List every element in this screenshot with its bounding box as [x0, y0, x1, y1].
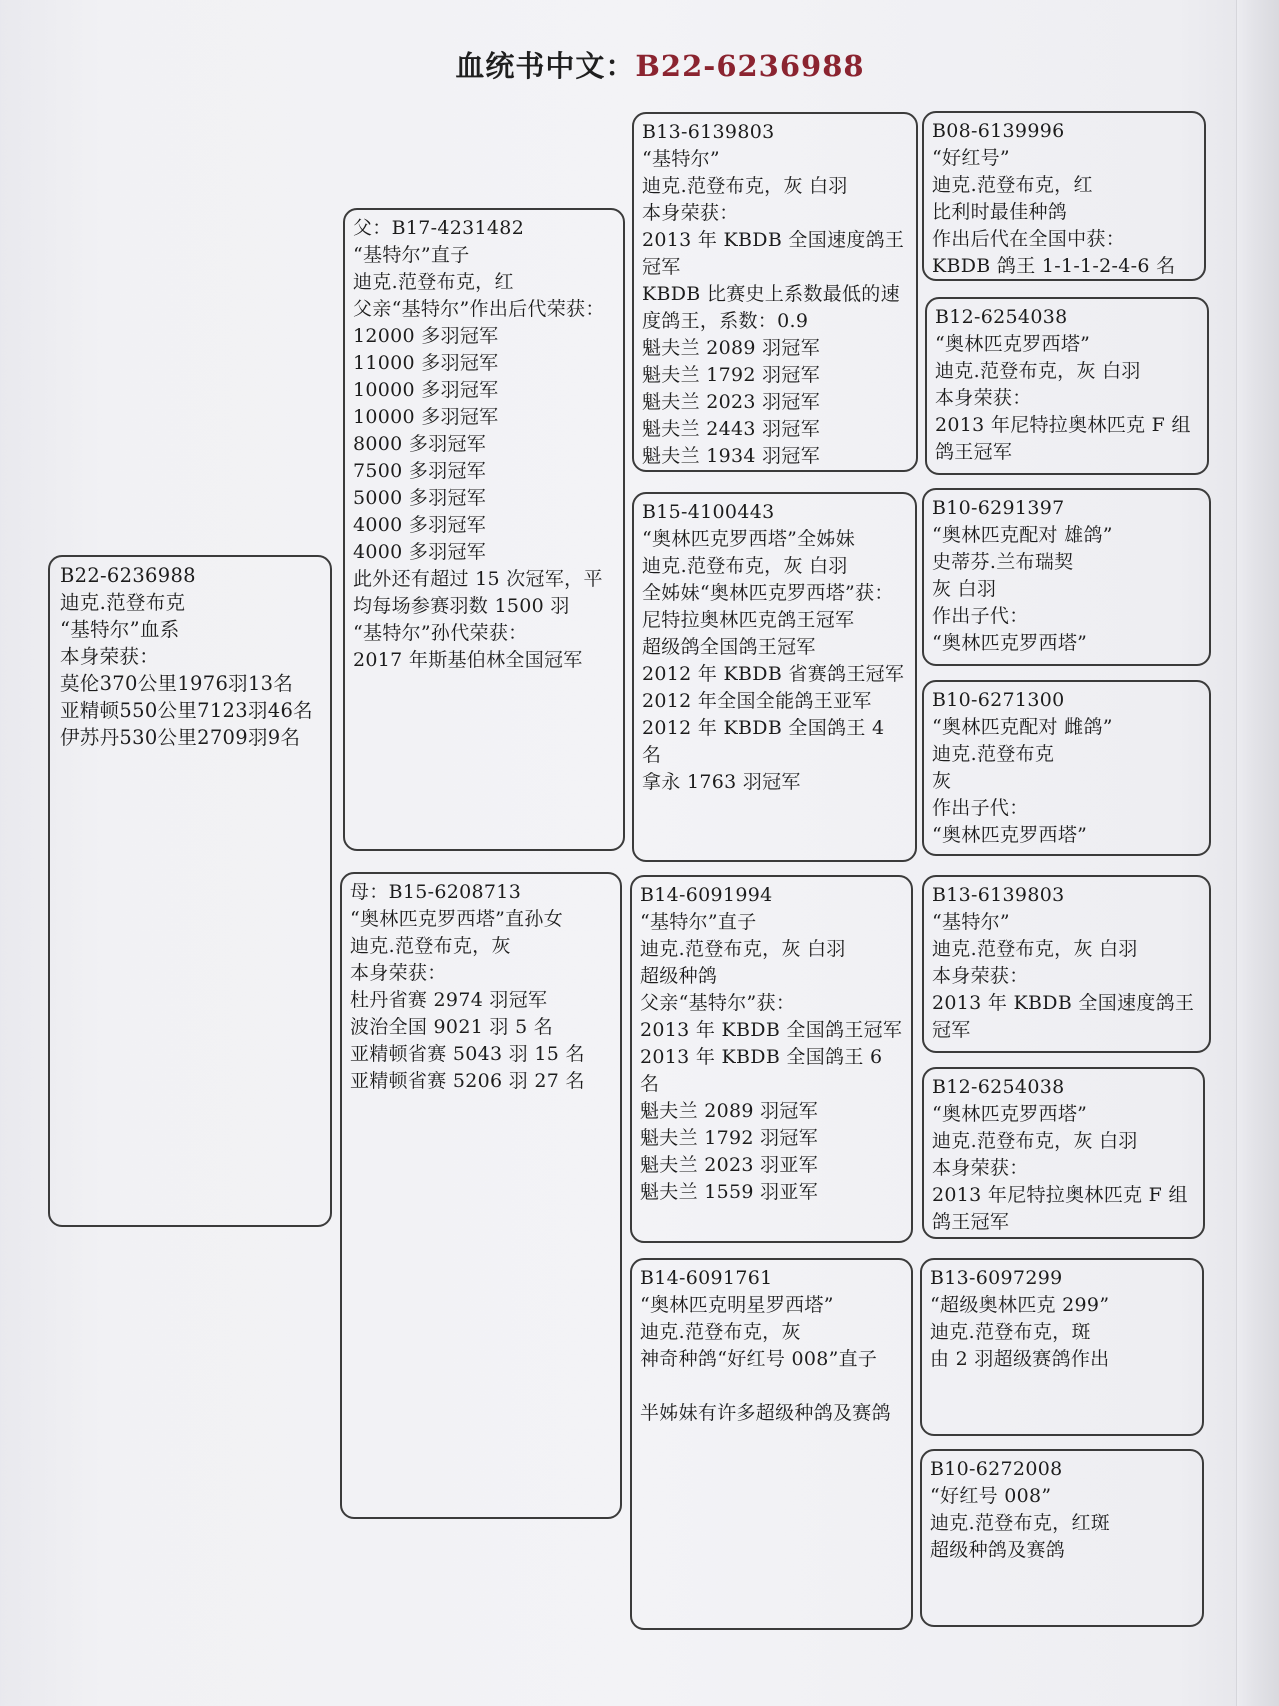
card-line: 由 2 羽超级赛鸽作出: [930, 1348, 1110, 1370]
sire-dam-dam-card: [922, 680, 1211, 856]
card-line: KBDB 比赛史上系数最低的速度鸽王，系数：0.9: [642, 283, 900, 332]
sire-sire-card: [632, 112, 918, 472]
card-line: 迪克.范登布克，灰 白羽: [640, 938, 846, 960]
sheet-edge: [1236, 0, 1279, 1706]
card-line: 2017 年斯基伯林全国冠军: [353, 649, 583, 671]
card-line: “奥林匹克明星罗西塔”: [640, 1294, 834, 1316]
card-line: 7500 多羽冠军: [353, 460, 487, 482]
card-line: 魁夫兰 2089 羽冠军: [642, 337, 821, 359]
card-line: 波治全国 9021 羽 5 名: [350, 1016, 554, 1038]
ring-number: B10-6271300: [932, 689, 1065, 711]
card-line: 本身荣获：: [350, 962, 447, 984]
card-line: 10000 多羽冠军: [353, 379, 499, 401]
card-line: 魁夫兰 2089 羽冠军: [640, 1100, 819, 1122]
card-line: 拿永 1763 羽冠军: [642, 771, 801, 793]
page-title: [0, 44, 1279, 85]
card-line: 父亲“基特尔”获：: [640, 992, 796, 1014]
ring-number: B12-6254038: [935, 306, 1068, 328]
card-line: “奥林匹克配对 雄鸽”: [932, 524, 1113, 546]
dam-sire-card: [630, 875, 913, 1243]
card-line: 本身荣获：: [935, 387, 1032, 409]
sire-sire-dam-card: [925, 297, 1209, 475]
card-line: 神奇种鸽“好红号 008”直子: [640, 1348, 878, 1370]
card-line: 亚精顿省赛 5043 羽 15 名: [350, 1043, 585, 1065]
title-label: 血统书中文：: [455, 49, 636, 83]
ring-number: B10-6272008: [930, 1458, 1063, 1480]
ring-number: B10-6291397: [932, 497, 1065, 519]
card-line: 半姊妹有许多超级种鸽及赛鸽: [640, 1402, 891, 1424]
card-line: 2013 年 KBDB 全国鸽王 6 名: [640, 1046, 889, 1095]
ring-number: B08-6139996: [932, 120, 1065, 142]
card-line: 超级鸽全国鸽王冠军: [642, 636, 816, 658]
card-line: 2013 年尼特拉奥林匹克 F 组鸽王冠军: [935, 414, 1191, 463]
card-line: “奥林匹克罗西塔”: [932, 1103, 1088, 1125]
card-line: 迪克.范登布克，灰 白羽: [932, 1130, 1138, 1152]
ring-number: B14-6091761: [640, 1267, 773, 1289]
subject-pigeon-card: [48, 555, 332, 1227]
card-line: 魁夫兰 1559 羽亚军: [640, 1181, 819, 1203]
card-line: “奥林匹克罗西塔”: [935, 333, 1091, 355]
card-line: “奥林匹克罗西塔”: [932, 632, 1088, 654]
ring-number: B13-6139803: [642, 121, 775, 143]
card-line: 本身荣获：: [932, 965, 1029, 987]
card-line: 迪克.范登布克，灰 白羽: [642, 175, 848, 197]
card-line: “基特尔”直子: [640, 911, 757, 933]
card-line: 迪克.范登布克，灰 白羽: [642, 555, 848, 577]
card-line: 2013 年 KBDB 全国速度鸽王冠军: [642, 229, 905, 278]
ring-number: B13-6139803: [932, 884, 1065, 906]
card-line: 迪克.范登布克: [932, 743, 1055, 765]
dam-sire-sire-card: [922, 875, 1211, 1053]
dam-dam-dam-card: [920, 1449, 1204, 1627]
sire-sire-sire-card: [922, 111, 1206, 281]
card-line: 2013 年 KBDB 全国鸽王冠军: [640, 1019, 903, 1041]
ring-number: B12-6254038: [932, 1076, 1065, 1098]
card-line: 此外还有超过 15 次冠军，平均每场参赛羽数 1500 羽: [353, 568, 603, 617]
card-line: 5000 多羽冠军: [353, 487, 487, 509]
ring-number: 父：B17-4231482: [353, 217, 525, 239]
card-line: 迪克.范登布克，灰: [350, 935, 511, 957]
card-line: 2012 年 KBDB 省赛鸽王冠军: [642, 663, 905, 685]
card-line: 作出子代：: [932, 605, 1029, 627]
card-line: 魁夫兰 1792 羽冠军: [640, 1127, 819, 1149]
card-line: 迪克.范登布克，红: [932, 174, 1093, 196]
dam-dam-card: [630, 1258, 913, 1630]
dam-dam-sire-card: [920, 1258, 1204, 1436]
card-line: 迪克.范登布克，灰 白羽: [935, 360, 1141, 382]
card-line: 2013 年 KBDB 全国速度鸽王冠军: [932, 992, 1195, 1041]
card-line: 亚精顿省赛 5206 羽 27 名: [350, 1070, 585, 1092]
card-line: 尼特拉奥林匹克鸽王冠军: [642, 609, 855, 631]
card-line: 迪克.范登布克，灰: [640, 1321, 801, 1343]
card-line: “好红号”: [932, 147, 1010, 169]
card-line: “奥林匹克罗西塔”全姊妹: [642, 528, 856, 550]
card-line: 史蒂芬.兰布瑞契: [932, 551, 1074, 573]
card-line: 魁夫兰 2023 羽亚军: [640, 1154, 819, 1176]
dam-card: [340, 872, 622, 1519]
sire-dam-card: [632, 492, 917, 862]
card-line: 灰 白羽: [932, 578, 997, 600]
card-line: “奥林匹克配对 雌鸽”: [932, 716, 1113, 738]
card-line: 迪克.范登布克，红: [353, 271, 514, 293]
ring-number: B22-6236988: [60, 564, 196, 587]
card-line: 莫伦370公里1976羽13名: [60, 672, 294, 695]
card-line: “奥林匹克罗西塔”: [932, 824, 1088, 846]
card-line: 8000 多羽冠军: [353, 433, 487, 455]
card-line: 本身荣获：: [642, 202, 739, 224]
title-ring-number: B22-6236988: [635, 49, 865, 83]
card-line: 4000 多羽冠军: [353, 541, 487, 563]
card-line: 10000 多羽冠军: [353, 406, 499, 428]
card-line: 本身荣获：: [60, 645, 160, 668]
card-line: “基特尔”直子: [353, 244, 470, 266]
card-line: 全姊妹“奥林匹克罗西塔”获：: [642, 582, 894, 604]
card-line: 本身荣获：: [932, 1157, 1029, 1179]
card-line: 12000 多羽冠军: [353, 325, 499, 347]
card-line: 作出后代在全国中获：: [932, 228, 1126, 250]
card-line: 2012 年 KBDB 全国鸽王 4 名: [642, 717, 891, 766]
sire-card: [343, 208, 625, 851]
card-line: “好红号 008”: [930, 1485, 1052, 1507]
card-line: KBDB 鸽王 1-1-1-2-4-6 名: [932, 255, 1176, 277]
card-line: 灰: [932, 770, 952, 792]
card-line: 2012 年全国全能鸽王亚军: [642, 690, 872, 712]
card-line: “基特尔”血系: [60, 618, 180, 641]
card-line: 父亲“基特尔”作出后代荣获：: [353, 298, 605, 320]
sire-dam-sire-card: [922, 488, 1211, 666]
card-line: “超级奥林匹克 299”: [930, 1294, 1110, 1316]
card-line: [640, 1373, 905, 1400]
card-line: 11000 多羽冠军: [353, 352, 499, 374]
card-line: 迪克.范登布克，斑: [930, 1321, 1091, 1343]
card-line: 迪克.范登布克: [60, 591, 186, 614]
ring-number: 母：B15-6208713: [350, 881, 522, 903]
card-line: “基特尔”孙代荣获：: [353, 622, 528, 644]
card-line: 4000 多羽冠军: [353, 514, 487, 536]
card-line: 杜丹省赛 2974 羽冠军: [350, 989, 548, 1011]
card-line: 亚精顿550公里7123羽46名: [60, 699, 313, 722]
card-line: 魁夫兰 1934 羽冠军: [642, 445, 821, 467]
dam-sire-dam-card: [922, 1067, 1205, 1239]
card-line: 魁夫兰 1792 羽冠军: [642, 364, 821, 386]
card-line: 迪克.范登布克，红斑: [930, 1512, 1111, 1534]
card-line: 伊苏丹530公里2709羽9名: [60, 726, 301, 749]
ring-number: B14-6091994: [640, 884, 773, 906]
card-line: “基特尔”: [642, 148, 720, 170]
card-line: 比利时最佳种鸽: [932, 201, 1068, 223]
card-line: “基特尔”: [932, 911, 1010, 933]
card-line: 2013 年尼特拉奥林匹克 F 组鸽王冠军: [932, 1184, 1188, 1233]
ring-number: B13-6097299: [930, 1267, 1063, 1289]
ring-number: B15-4100443: [642, 501, 775, 523]
card-line: 超级种鸽及赛鸽: [930, 1539, 1066, 1561]
card-line: 魁夫兰 2023 羽冠军: [642, 391, 821, 413]
card-line: 魁夫兰 2443 羽冠军: [642, 418, 821, 440]
card-line: “奥林匹克罗西塔”直孙女: [350, 908, 564, 930]
card-line: 作出子代：: [932, 797, 1029, 819]
card-line: 迪克.范登布克，灰 白羽: [932, 938, 1138, 960]
card-line: 超级种鸽: [640, 965, 718, 987]
